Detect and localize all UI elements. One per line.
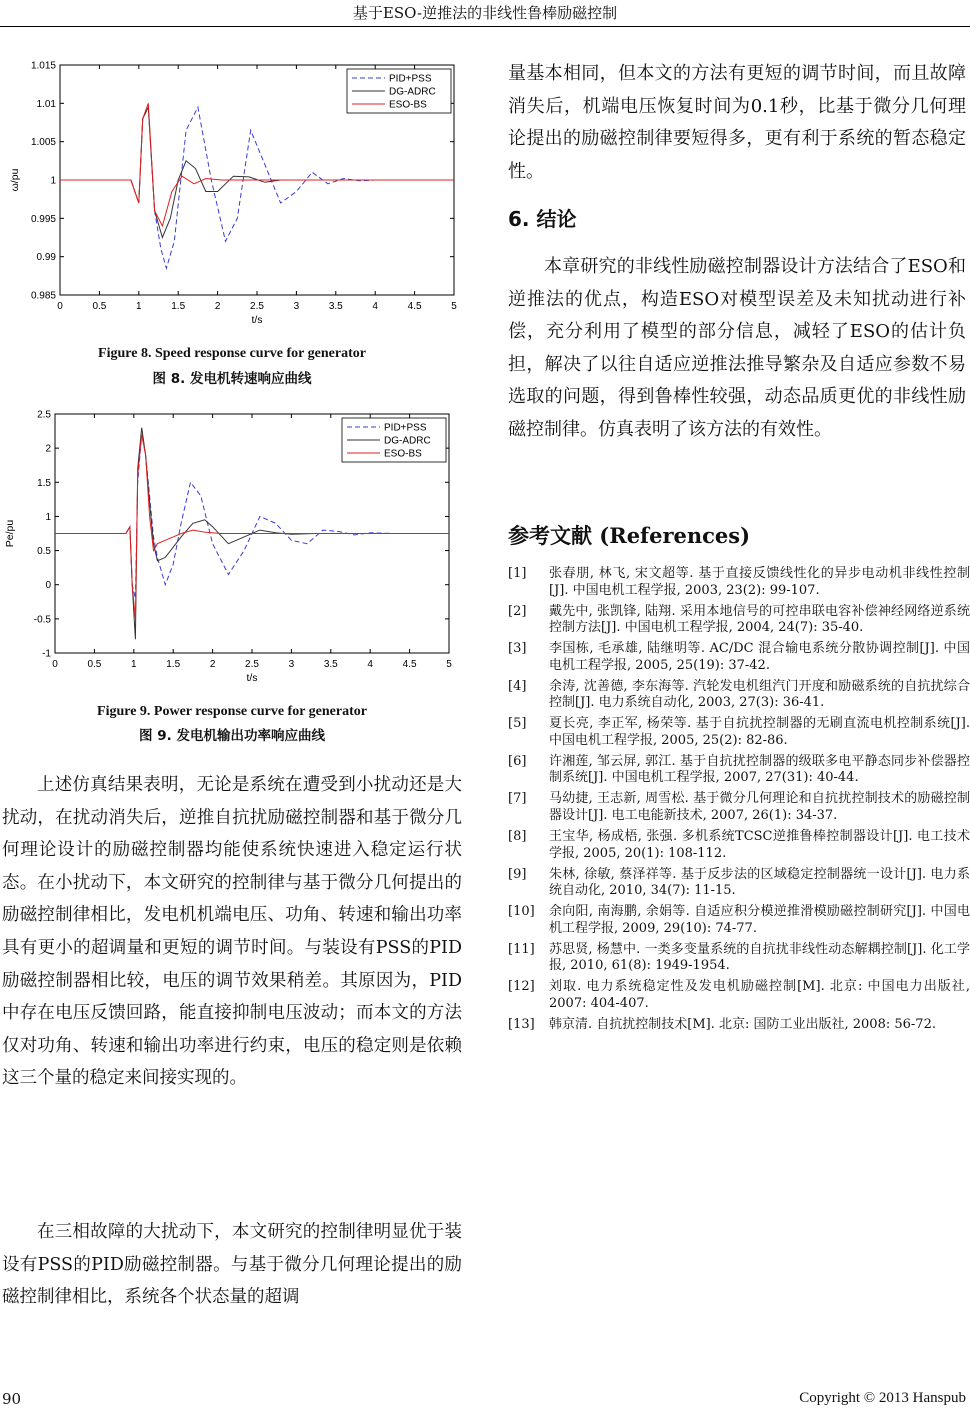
copyright: Copyright © 2013 Hanspub	[799, 1390, 966, 1406]
y-tick-label: 1.5	[37, 477, 51, 489]
reference-number: [3]	[508, 641, 527, 657]
reference-item	[508, 679, 970, 712]
reference-item	[508, 604, 970, 637]
reference-text: 刘取. 电力系统稳定性及发电机励磁控制[M]. 北京: 中国电力出版社, 2007: 404-407.	[549, 979, 970, 1011]
y-tick-label: 2.5	[37, 409, 51, 421]
references-heading: 参考文献 (References)	[508, 523, 751, 548]
legend-label: DG-ADRC	[384, 435, 431, 447]
figure-8	[0, 55, 470, 335]
reference-number: [12]	[508, 979, 535, 995]
x-tick-label: 4.5	[407, 301, 422, 312]
y-tick-label: 1.01	[36, 98, 56, 110]
y-tick-label: 1	[50, 175, 56, 187]
x-tick-label: 1	[136, 301, 142, 312]
y-tick-label: 0	[45, 580, 51, 592]
y-tick-label: 1.015	[30, 60, 56, 72]
y-tick-label: 0.995	[30, 213, 56, 225]
reference-item	[508, 641, 970, 674]
reference-number: [7]	[508, 791, 527, 807]
x-tick-label: 4	[372, 301, 378, 312]
legend-label: PID+PSS	[389, 73, 432, 85]
y-tick-label: 1.005	[30, 137, 56, 149]
x-tick-label: 2	[214, 301, 221, 312]
x-tick-label: 3	[293, 301, 300, 312]
left-paragraph-1: 上述仿真结果表明，无论是系统在遭受到小扰动还是大扰动，在扰动消失后，逆推自抗扰励磁控制器和基于微分几何理论设计的励磁控制器均能使系统快速进入稳定运行状态。在小扰动下，本文研究的控制律与基于微分几何提出的励磁控制律相比，发电机机端电压、功角、转速和输出功率具有更小的超调量和更短的调节时间。与装设有PSS的PID励磁控制器相比较，电压的调节效果稍差。其原因为，PID中存在电压反馈回路，能直接抑制电压波动；而本文的方法仅对功角、转速和输出功率进行约束，电压的稳定则是依赖这三个量的稳定来间接实现的。	[2, 775, 462, 1089]
x-tick-label: 3.5	[328, 301, 343, 312]
reference-item	[508, 716, 970, 749]
y-tick-label: 0.985	[30, 290, 56, 302]
reference-number: [1]	[508, 566, 527, 581]
page-number: 90	[2, 1390, 22, 1408]
x-axis-label: t/s	[251, 314, 263, 326]
reference-item	[508, 566, 970, 599]
reference-number: [5]	[508, 716, 527, 732]
reference-text: 张春朋, 林飞, 宋文超等. 基于直接反馈线性化的异步电动机非线性控制[J]. 中国电机工程学报, 2003, 23(2): 99-107.	[549, 566, 970, 598]
x-tick-label: 5	[446, 659, 452, 670]
reference-item	[508, 791, 970, 824]
reference-text: 戴先中, 张凯锋, 陆翔. 采用本地信号的可控串联电容补偿神经网络逆系统控制方法[J]. 中国电机工程学报, 2004, 24(7): 35-40.	[549, 603, 970, 636]
reference-number: [9]	[508, 866, 527, 882]
reference-item	[508, 867, 970, 900]
y-tick-label: 2	[45, 443, 51, 455]
y-tick-label: 1	[45, 511, 51, 523]
x-tick-label: 3.5	[323, 659, 338, 670]
reference-number: [13]	[508, 1016, 535, 1032]
x-tick-label: 0.5	[92, 301, 107, 312]
reference-text: 余向阳, 南海鹏, 余娟等. 自适应积分模逆推滑模励磁控制研究[J]. 中国电机工程学报, 2009, 29(10): 74-77.	[549, 904, 970, 936]
legend	[342, 418, 446, 462]
speed-response-chart	[0, 55, 470, 335]
x-tick-label: 2.5	[245, 659, 259, 670]
legend-label: DG-ADRC	[389, 86, 436, 98]
reference-item	[508, 979, 970, 1012]
x-tick-label: 1.5	[166, 659, 181, 670]
legend	[347, 69, 451, 113]
reference-text: 朱林, 徐敏, 蔡泽祥等. 基于反步法的区域稳定控制器统一设计[J]. 电力系统自动化, 2010, 34(7): 11-15.	[549, 866, 970, 899]
x-tick-label: 0.5	[87, 659, 102, 670]
reference-item	[508, 1017, 970, 1034]
section-6-paragraph: 本章研究的非线性励磁控制器设计方法结合了ESO和逆推法的优点，构造ESO对模型误差及未知扰动进行补偿，充分利用了模型的部分信息，减轻了ESO的估计负担，解决了以往自适应逆推法推导繁杂及自适应参数不易选取的问题，得到鲁棒性较强，动态品质更优的非线性励磁控制律。仿真表明了该方法的有效性。	[508, 256, 966, 440]
legend-label: ESO-BS	[389, 99, 427, 111]
header-rule	[0, 26, 970, 27]
power-response-chart	[0, 402, 470, 692]
reference-number: [4]	[508, 678, 527, 694]
running-header: 基于ESO-逆推法的非线性鲁棒励磁控制	[352, 4, 618, 22]
reference-item	[508, 829, 970, 862]
x-tick-label: 1	[131, 659, 137, 670]
x-tick-label: 1.5	[171, 301, 186, 312]
reference-text: 余涛, 沈善德, 李东海等. 汽轮发电机组汽门开度和励磁系统的自抗扰综合控制[J]. 电力系统自动化, 2003, 27(3): 36-41.	[549, 678, 970, 711]
reference-text: 王宝华, 杨成梧, 张强. 多机系统TCSC逆推鲁棒控制器设计[J]. 电工技术学报, 2005, 20(1): 108-112.	[549, 829, 970, 861]
reference-text: 李国栋, 毛承雄, 陆继明等. AC/DC 混合输电系统分散协调控制[J]. 中国电机工程学报, 2005, 25(19): 37-42.	[549, 641, 970, 673]
x-tick-label: 0	[52, 659, 58, 670]
x-tick-label: 2.5	[250, 301, 264, 312]
legend-label: ESO-BS	[384, 448, 422, 460]
reference-text: 苏思贤, 杨慧中. 一类多变量系统的自抗扰非线性动态解耦控制[J]. 化工学报, 2010, 61(8): 1949-1954.	[549, 941, 970, 974]
x-tick-label: 0	[57, 301, 63, 312]
figure-8-caption-en: Figure 8. Speed response curve for generator	[98, 346, 366, 361]
reference-text: 韩京清. 自抗扰控制技术[M]. 北京: 国防工业出版社, 2008: 56-72.	[549, 1016, 936, 1032]
y-axis-label: Pe/pu	[4, 519, 16, 548]
x-tick-label: 4.5	[402, 659, 417, 670]
y-tick-label: 0.5	[37, 546, 51, 558]
reference-item	[508, 942, 970, 975]
figure-9-caption-en: Figure 9. Power response curve for generator	[97, 704, 367, 719]
x-tick-label: 3	[288, 659, 295, 670]
reference-item	[508, 904, 970, 937]
reference-number: [8]	[508, 829, 527, 845]
reference-number: [10]	[508, 904, 535, 920]
figure-8-caption-zh: 图 8. 发电机转速响应曲线	[152, 371, 312, 387]
y-tick-label: -1	[42, 648, 51, 660]
left-paragraph-2: 在三相故障的大扰动下，本文研究的控制律明显优于装设有PSS的PID励磁控制器。与基于微分几何理论提出的励磁控制律相比，系统各个状态量的超调	[2, 1222, 462, 1308]
reference-number: [2]	[508, 603, 527, 619]
figure-9-caption-zh: 图 9. 发电机输出功率响应曲线	[139, 728, 325, 744]
y-tick-label: 0.99	[36, 252, 56, 264]
reference-number: [11]	[508, 941, 535, 957]
reference-text: 马幼捷, 王志新, 周雪松. 基于微分几何理论和自抗扰控制技术的励磁控制器设计[J]. 电工电能新技术, 2007, 26(1): 34-37.	[549, 791, 970, 824]
x-axis-label: t/s	[246, 672, 258, 684]
reference-text: 夏长亮, 李正军, 杨荣等. 基于自抗扰控制器的无刷直流电机控制系统[J]. 中国电机工程学报, 2005, 25(2): 82-86.	[549, 716, 970, 748]
reference-number: [6]	[508, 753, 527, 769]
reference-item	[508, 754, 970, 787]
reference-list	[508, 566, 970, 1038]
x-tick-label: 2	[209, 659, 216, 670]
section-6-heading: 6. 结论	[508, 207, 577, 231]
right-intro-paragraph: 量基本相同，但本文的方法有更短的调节时间，而且故障消失后，机端电压恢复时间为0.1秒，比基于微分几何理论提出的励磁控制律要短得多，更有利于系统的暂态稳定性。	[508, 63, 966, 182]
x-tick-label: 5	[451, 301, 457, 312]
x-tick-label: 4	[367, 659, 373, 670]
legend-label: PID+PSS	[384, 422, 427, 434]
y-tick-label: -0.5	[33, 614, 51, 626]
reference-text: 许湘莲, 邹云屏, 郭江. 基于自抗扰控制器的级联多电平静态同步补偿器控制系统[J]. 中国电机工程学报, 2007, 27(31): 40-44.	[549, 753, 970, 786]
y-axis-label: ω/pu	[9, 168, 21, 192]
figure-9	[0, 402, 470, 692]
